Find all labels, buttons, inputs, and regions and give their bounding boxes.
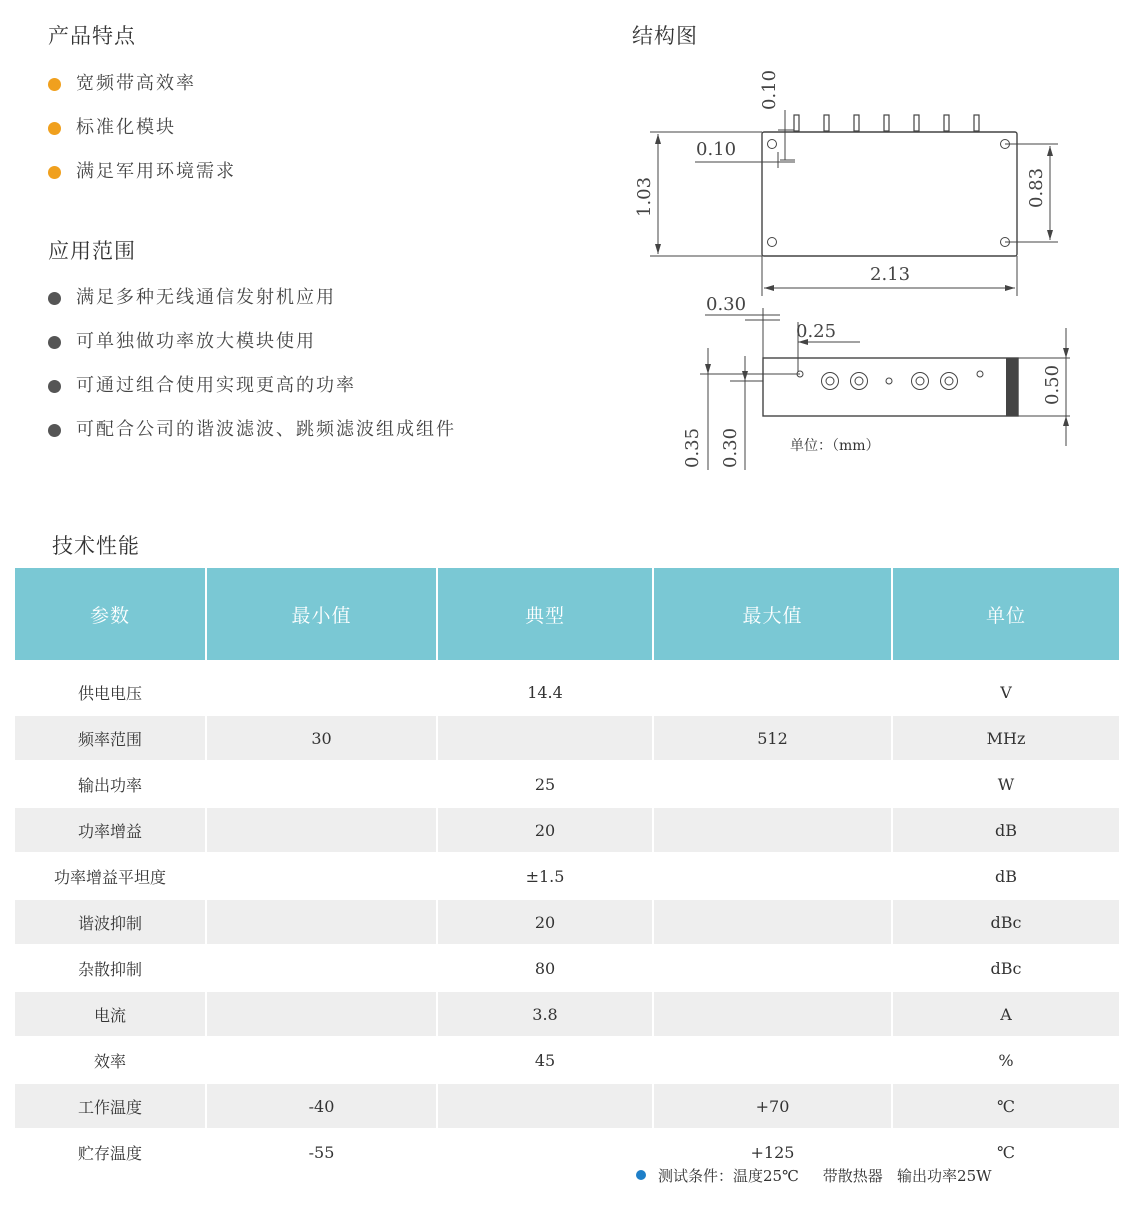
- diagram-title: 结构图: [632, 24, 698, 48]
- features-list: [48, 72, 236, 204]
- dim-top-010: 0.10: [759, 69, 780, 110]
- header-typ: 典型: [437, 568, 653, 660]
- test-conditions-note: 测试条件：温度25℃ 带散热器 输出功率25W: [636, 1165, 992, 1186]
- header-min: 最小值: [206, 568, 437, 660]
- top-view-body: [762, 132, 1017, 256]
- feature-item: 满足军用环境需求: [48, 160, 236, 204]
- header-unit: 单位: [892, 568, 1119, 660]
- blue-bullet-icon: [636, 1170, 646, 1180]
- specs-table: [15, 568, 1119, 1174]
- side-view-body: [763, 358, 1018, 416]
- dim-side-025: 0.25: [796, 321, 837, 342]
- table-row: 供电电压 14.4 V: [15, 669, 1119, 715]
- dim-side-035: 0.35: [682, 427, 703, 468]
- table-row: 效率 45 %: [15, 1037, 1119, 1083]
- dim-side-030: 0.30: [706, 294, 747, 315]
- table-row: 功率增益 20 dB: [15, 807, 1119, 853]
- table-row: 功率增益平坦度 ±1.5 dB: [15, 853, 1119, 899]
- dim-height-083: 0.83: [1026, 167, 1047, 208]
- application-item: 可通过组合使用实现更高的功率: [48, 374, 456, 418]
- table-header-row: [15, 568, 1119, 660]
- specs-title: 技术性能: [52, 534, 140, 558]
- table-row: 工作温度 -40 +70 ℃: [15, 1083, 1119, 1129]
- orange-bullet-icon: [48, 166, 61, 179]
- pins: [794, 115, 979, 131]
- orange-bullet-icon: [48, 122, 61, 135]
- dim-side-050: 0.50: [1042, 364, 1063, 405]
- table-row: 谐波抑制 20 dBc: [15, 899, 1119, 945]
- gray-bullet-icon: [48, 424, 61, 437]
- application-item: 可配合公司的谐波滤波、跳频滤波组成组件: [48, 418, 456, 462]
- applications-title: 应用范围: [48, 239, 136, 263]
- feature-item: 标准化模块: [48, 116, 236, 160]
- header-max: 最大值: [653, 568, 892, 660]
- gray-bullet-icon: [48, 336, 61, 349]
- table-row: 输出功率 25 W: [15, 761, 1119, 807]
- application-item: 满足多种无线通信发射机应用: [48, 286, 456, 330]
- application-item: 可单独做功率放大模块使用: [48, 330, 456, 374]
- feature-item: 宽频带高效率: [48, 72, 236, 116]
- dim-height-103: 1.03: [634, 176, 655, 217]
- table-row: 贮存温度 -55 +125 ℃: [15, 1129, 1119, 1174]
- header-param: 参数: [15, 568, 206, 660]
- applications-list: [48, 286, 456, 462]
- dim-width-213: 2.13: [870, 264, 911, 285]
- orange-bullet-icon: [48, 78, 61, 91]
- features-title: 产品特点: [48, 24, 136, 48]
- structure-diagram: [630, 60, 1130, 480]
- table-row: 电流 3.8 A: [15, 991, 1119, 1037]
- table-row: 频率范围 30 512 MHz: [15, 715, 1119, 761]
- dim-left-010: 0.10: [696, 139, 737, 160]
- table-row: 杂散抑制 80 dBc: [15, 945, 1119, 991]
- gray-bullet-icon: [48, 380, 61, 393]
- unit-label: 单位：（mm）: [790, 438, 880, 454]
- dim-side-030b: 0.30: [720, 427, 741, 468]
- gray-bullet-icon: [48, 292, 61, 305]
